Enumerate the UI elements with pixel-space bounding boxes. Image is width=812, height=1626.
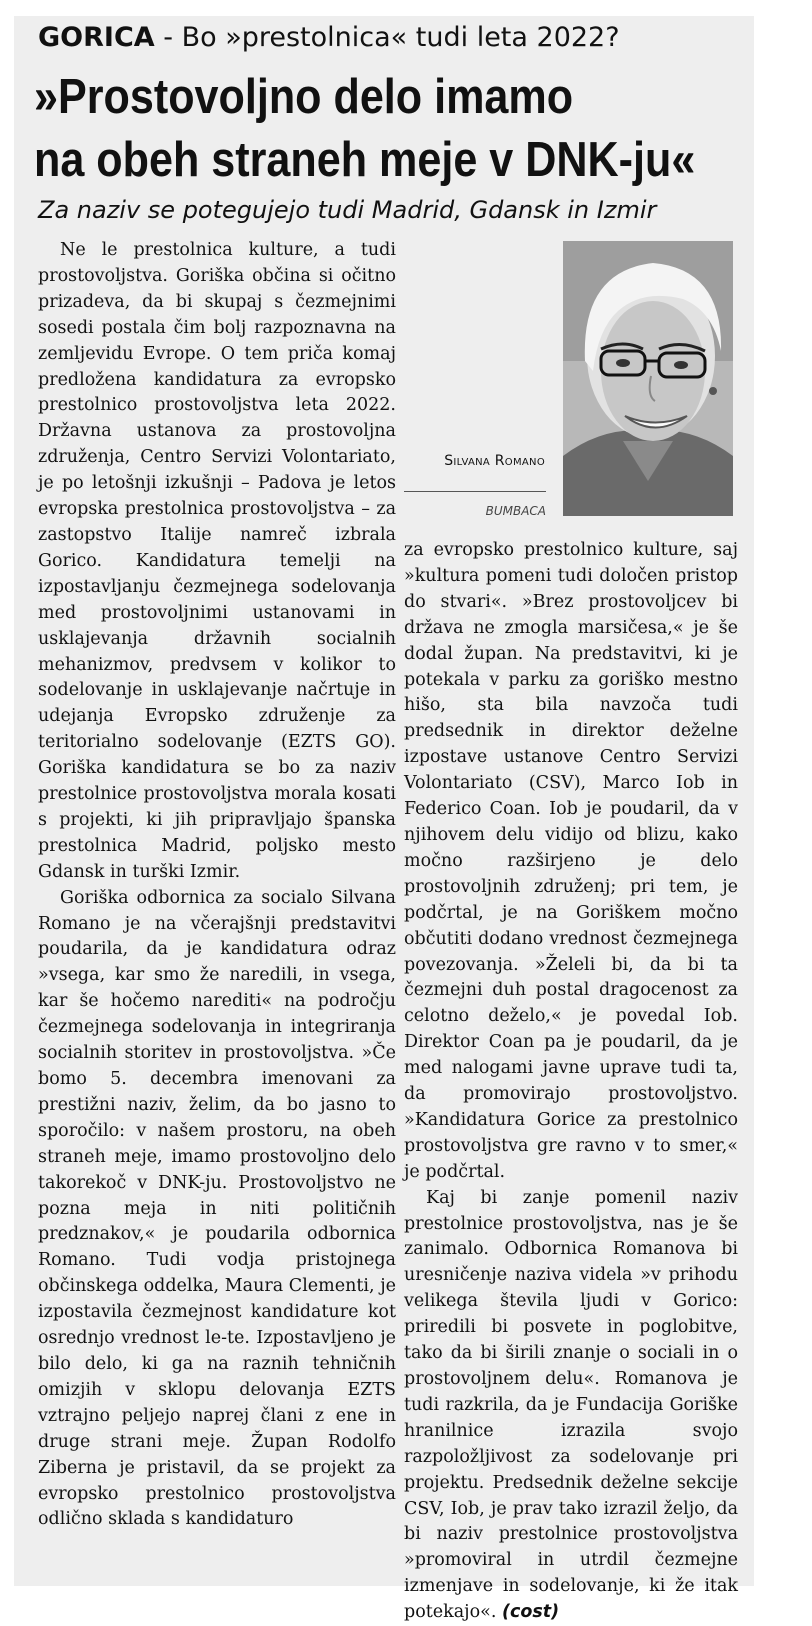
photo-credit: BUMBACA (485, 504, 546, 518)
headline-line-2: na obeh straneh meje v DNK-ju« (34, 133, 696, 187)
paragraph-3: za evropsko prestolnico kulture, saj »kultura pomeni tudi določen pristop do stvari«. »Brez prostovoljcev bi država ne zmogla marsičesa,« je še dodal župan. Na predstavitvi, ki je potekala v parku za goriško mestno hišo, sta bila navzoča tudi predsednik in direktor deželne izpostave ustanove Centro Servizi Volontariato (CSV), Marco Iob in Federico Coan. Iob je poudaril, da v njihovem delu vidijo od blizu, kako močno razširjeno je delo prostovoljnih združenj; pri tem, je podčrtal, je na Goriškem močno občutiti dodano vrednost čezmejnega povezovanja. »Želeli bi, da bi ta čezmejni duh postal dragocenost za celotno deželo,« je povedal Iob. Direktor Coan pa je poudaril, da je med nalogami javne uprave tudi ta, da promovirajo prostovoljstvo. »Kandidatura Gorice za prestolnico prostovoljstva gre ravno v to smer,« je podčrtal. (404, 540, 738, 1182)
kicker-place: GORICA (38, 22, 155, 53)
article-column-2 (404, 538, 738, 1626)
portrait-photo (563, 241, 733, 516)
article-column-1 (38, 238, 396, 1533)
caption-divider (404, 491, 546, 492)
portrait-illustration (563, 241, 733, 516)
paragraph-4-text: Kaj bi zanje pomenil naziv prestolnice prostovoljstva, nas je še zanimalo. Odbornica Romanova bi uresničenje naziva videla »v prihodu velikega števila ljudi v Gorico: priredili bi posvete in poglobitve, tako da bi širili znanje o sociali in o prostovoljnem delu«. Romanova je tudi razkrila, da je Fundacija Goriške hranilnice izrazila svojo razpoložljivost za sodelovanje pri projektu. Predsednik deželne sekcije CSV, Iob, je prav tako izrazil željo, da bi naziv prestolnice prostovoljstva »promoviral in utrdil čezmejne izmenjave in sodelovanje, ki že itak potekajo«. (404, 1187, 738, 1623)
kicker-separator: - (154, 22, 182, 53)
kicker-question: Bo »prestolnica« tudi leta 2022? (181, 22, 620, 53)
author-byline: (cost) (501, 1602, 560, 1623)
photo-caption: Silvana Romano (444, 453, 545, 469)
paragraph-4 (404, 1186, 738, 1626)
kicker (38, 22, 620, 53)
headline (34, 66, 696, 192)
paragraph-2: Goriška odbornica za socialo Silvana Romano je na včerajšnji predstavitvi poudarila, da je kandidatura odraz »vsega, kar smo že naredili, in vsega, kar še hočemo narediti« na področju čezmejnega sodelovanja in integriranja socialnih storitev in prostovoljstva. »Če bomo 5. decembra imenovani za prestižni naziv, želim, da bo jasno to sporočilo: v našem prostoru, na obeh straneh meje, imamo prostovoljno delo takorekoč v DNK-ju. Prostovoljstvo ne pozna meja in niti političnih predznakov,« je poudarila odbornica Romano. Tudi vodja pristojnega občinskega oddelka, Maura Clementi, je izpostavila čezmejnost kandidature kot osrednjo vrednost le-te. Izpostavljeno je bilo delo, ki ga na raznih tehničnih omizjih v sklopu delovanja EZTS vztrajno peljejo naprej člani z ene in druge strani meje. Župan Rodolfo Ziberna je pristavil, da se projekt za evropsko prestolnico prostovoljstva odlično sklada s kandidaturo (38, 887, 396, 1530)
paragraph-1: Ne le prestolnica kulture, a tudi prostovoljstva. Goriška občina si očitno prizadeva, da bi skupaj s čezmejnimi sosedi postala čim bolj razpoznavna na zemljevidu Evrope. O tem priča komaj predložena kandidatura za evropsko prestolnico prostovoljstva leta 2022. Državna ustanova za prostovoljna združenja, Centro Servizi Volontariato, je po letošnji izkušnji – Padova je letos evropska prestolnica prostovoljstva – za zastopstvo Italije namreč izbrala Gorico. Kandidatura temelji na izpostavljanju čezmejnega sodelovanja med prostovoljnimi ustanovami in usklajevanja državnih socialnih mehanizmov, predvsem v kolikor to sodelovanje in usklajevanje načrtuje in udejanja Evropsko združenje za teritorialno sodelovanje (EZTS GO). Goriška kandidatura se bo za naziv prestolnice prostovoljstva morala kosati s projekti, ki jih pripravljajo španska prestolnica Madrid, poljsko mesto Gdansk in turški Izmir. (38, 240, 396, 882)
subtitle: Za naziv se potegujejo tudi Madrid, Gdansk in Izmir (38, 196, 657, 224)
headline-line-1: »Prostovoljno delo imamo (34, 70, 574, 124)
